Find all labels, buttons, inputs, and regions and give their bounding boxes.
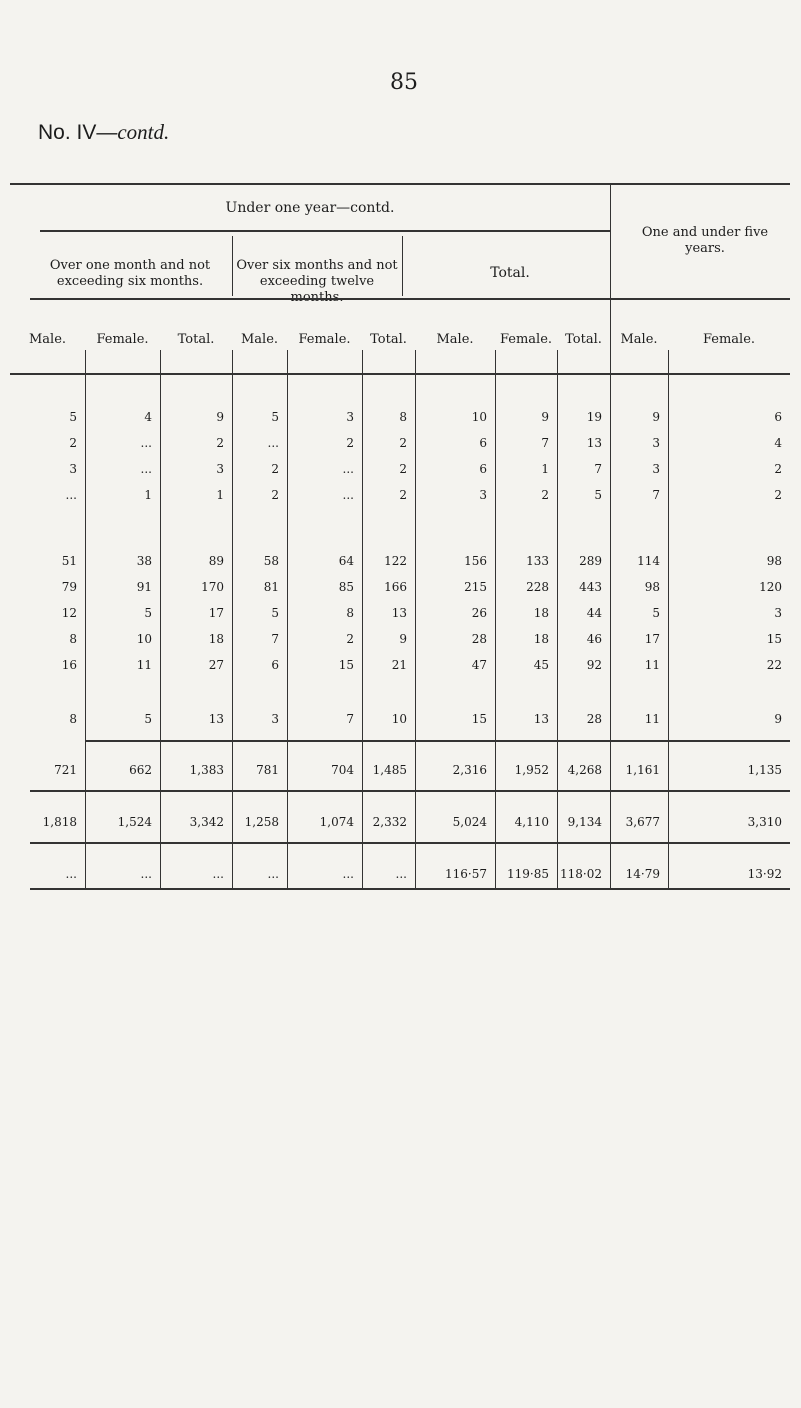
column-header: Female.: [298, 332, 351, 347]
table-cell: 5: [144, 712, 152, 726]
table-cell: 3: [69, 462, 77, 476]
table-cell: 8: [69, 712, 77, 726]
table-cell: 3: [652, 462, 660, 476]
table-cell: 9: [399, 632, 407, 646]
table-cell: 2: [399, 462, 407, 476]
table-cell: 2: [346, 436, 354, 450]
table-cell: 13·92: [747, 867, 782, 881]
table-cell: 1: [541, 462, 549, 476]
table-cell: 47: [471, 658, 487, 672]
subgroup-1-6-months: Over one month and not exceeding six months.: [49, 258, 211, 289]
table-cell: 45: [533, 658, 549, 672]
table-cell: 19: [586, 410, 602, 424]
table-cell: 2: [399, 488, 407, 502]
table-cell: 119·85: [507, 867, 549, 881]
table-cell: 26: [471, 606, 487, 620]
rule-columns: [10, 373, 790, 375]
table-cell: 3,310: [747, 815, 782, 829]
table-cell: 1,258: [244, 815, 279, 829]
table-cell: 18: [208, 632, 224, 646]
table-cell: 11: [136, 658, 152, 672]
rule-v-sub2: [402, 236, 403, 296]
table-cell: 28: [586, 712, 602, 726]
column-header: Female.: [499, 332, 553, 347]
table-cell: 7: [652, 488, 660, 502]
group-header-under-one-year: Under one year—contd.: [225, 200, 395, 216]
table-cell: 1: [216, 488, 224, 502]
table-cell: 15: [338, 658, 354, 672]
table-cell: 3,342: [189, 815, 224, 829]
table-cell: ...: [65, 867, 77, 881]
table-cell: 13: [391, 606, 407, 620]
table-cell: 5: [271, 410, 279, 424]
table-cell: 1,524: [117, 815, 152, 829]
rule-total-3: [30, 842, 790, 844]
table-cell: 289: [579, 554, 602, 568]
table-cell: 38: [136, 554, 152, 568]
page-number: 85: [390, 70, 418, 95]
table-cell: 122: [384, 554, 407, 568]
subgroup-total: Total.: [490, 265, 530, 281]
table-cell: 13: [533, 712, 549, 726]
table-cell: 79: [61, 580, 77, 594]
table-cell: 14·79: [625, 867, 660, 881]
table-cell: 21: [391, 658, 407, 672]
table-cell: 98: [766, 554, 782, 568]
table-cell: 2: [271, 488, 279, 502]
table-cell: 7: [541, 436, 549, 450]
table-cell: 1,161: [625, 763, 660, 777]
table-cell: 5: [271, 606, 279, 620]
table-cell: 18: [533, 632, 549, 646]
rule-group: [40, 230, 610, 232]
table-cell: 15: [471, 712, 487, 726]
subgroup-6-12-months: Over six months and not exceeding twelve: [236, 258, 398, 289]
table-cell: 2: [774, 488, 782, 502]
table-cell: 2,316: [452, 763, 487, 777]
table-cell: 2: [541, 488, 549, 502]
table-cell: 4: [774, 436, 782, 450]
table-cell: 2: [216, 436, 224, 450]
table-cell: 16: [61, 658, 77, 672]
table-cell: 22: [766, 658, 782, 672]
table-cell: 5: [594, 488, 602, 502]
table-cell: 98: [644, 580, 660, 594]
rule-total-1: [85, 740, 790, 742]
column-header: Total.: [177, 332, 215, 347]
table-cell: 2: [346, 632, 354, 646]
column-header: Total.: [565, 332, 602, 347]
table-cell: 5: [144, 606, 152, 620]
table-cell: 10: [136, 632, 152, 646]
table-cell: 2: [774, 462, 782, 476]
table-cell: 3: [479, 488, 487, 502]
column-header: Male.: [240, 332, 279, 347]
table-cell: 1,074: [319, 815, 354, 829]
table-cell: 9,134: [567, 815, 602, 829]
table-cell: 1: [144, 488, 152, 502]
table-cell: 8: [69, 632, 77, 646]
table-cell: 5,024: [452, 815, 487, 829]
table-cell: 156: [464, 554, 487, 568]
table-cell: 92: [586, 658, 602, 672]
rule-subgroup: [30, 298, 790, 300]
table-cell: 1,818: [42, 815, 77, 829]
table-cell: 1,485: [372, 763, 407, 777]
table-cell: 85: [338, 580, 354, 594]
rule-total-2: [30, 790, 790, 792]
table-cell: 12: [61, 606, 77, 620]
table-cell: 2,332: [372, 815, 407, 829]
table-cell: 133: [526, 554, 549, 568]
table-cell: 2: [69, 436, 77, 450]
table-cell: 3: [346, 410, 354, 424]
table-cell: 166: [384, 580, 407, 594]
table-cell: 443: [579, 580, 602, 594]
table-cell: 4,110: [514, 815, 549, 829]
table-cell: ...: [342, 867, 354, 881]
table-cell: 1,952: [514, 763, 549, 777]
table-cell: 9: [541, 410, 549, 424]
rule-top: [10, 183, 790, 185]
table-cell: 228: [526, 580, 549, 594]
rule-col-6: [415, 350, 416, 888]
table-cell: 9: [216, 410, 224, 424]
column-header: Total.: [370, 332, 407, 347]
table-cell: 10: [471, 410, 487, 424]
table-cell: 662: [129, 763, 152, 777]
table-cell: ...: [395, 867, 407, 881]
table-cell: 4: [144, 410, 152, 424]
table-cell: ...: [65, 488, 77, 502]
table-cell: 118·02: [560, 867, 602, 881]
table-cell: 781: [256, 763, 279, 777]
table-cell: 3,677: [625, 815, 660, 829]
table-cell: 11: [644, 658, 660, 672]
table-cell: 1,135: [747, 763, 782, 777]
table-cell: 3: [216, 462, 224, 476]
table-cell: 15: [766, 632, 782, 646]
table-cell: 3: [271, 712, 279, 726]
rule-col-1: [85, 350, 86, 888]
table-cell: 13: [208, 712, 224, 726]
table-cell: 17: [644, 632, 660, 646]
table-cell: 28: [471, 632, 487, 646]
table-cell: 9: [652, 410, 660, 424]
column-header: Female.: [96, 332, 149, 347]
table-cell: ...: [140, 867, 152, 881]
table-cell: ...: [267, 867, 279, 881]
table-cell: 44: [586, 606, 602, 620]
rule-col-10: [668, 350, 669, 888]
table-cell: 114: [637, 554, 660, 568]
column-header: Female.: [702, 332, 756, 347]
table-cell: 7: [271, 632, 279, 646]
table-cell: 721: [54, 763, 77, 777]
table-cell: 704: [331, 763, 354, 777]
column-header: Male.: [28, 332, 67, 347]
rule-col-2: [160, 350, 161, 888]
table-cell: 215: [464, 580, 487, 594]
table-cell: 46: [586, 632, 602, 646]
table-cell: 7: [346, 712, 354, 726]
table-cell: 5: [69, 410, 77, 424]
table-cell: ...: [342, 462, 354, 476]
table-cell: 18: [533, 606, 549, 620]
rule-col-4: [287, 350, 288, 888]
page-heading: No. IV—contd.: [38, 120, 170, 144]
table-cell: 89: [208, 554, 224, 568]
table-cell: 6: [479, 436, 487, 450]
table-cell: 116·57: [445, 867, 487, 881]
table-cell: 120: [759, 580, 782, 594]
table-cell: 4,268: [567, 763, 602, 777]
table-cell: 9: [774, 712, 782, 726]
table-cell: 10: [391, 712, 407, 726]
table-cell: 11: [644, 712, 660, 726]
table-cell: 8: [399, 410, 407, 424]
table-cell: ...: [342, 488, 354, 502]
table-cell: 1,383: [189, 763, 224, 777]
table-cell: 2: [399, 436, 407, 450]
table-cell: ...: [140, 462, 152, 476]
table-cell: 91: [136, 580, 152, 594]
table-cell: 27: [208, 658, 224, 672]
table-cell: 81: [263, 580, 279, 594]
table-cell: 6: [271, 658, 279, 672]
table-cell: 7: [594, 462, 602, 476]
table-cell: 3: [774, 606, 782, 620]
table-cell: 3: [652, 436, 660, 450]
table-cell: 17: [208, 606, 224, 620]
table-cell: 58: [263, 554, 279, 568]
table-cell: 6: [774, 410, 782, 424]
table-cell: ...: [267, 436, 279, 450]
table-cell: 13: [586, 436, 602, 450]
table-cell: 8: [346, 606, 354, 620]
table-cell: 170: [201, 580, 224, 594]
table-cell: 5: [652, 606, 660, 620]
subgroup-1-5-years: One and under five years.: [641, 225, 769, 256]
table-cell: 6: [479, 462, 487, 476]
rule-bottom: [30, 888, 790, 890]
column-header: Male.: [620, 332, 658, 347]
column-header: Male.: [436, 332, 474, 347]
table-cell: ...: [140, 436, 152, 450]
rule-v-sub1: [232, 236, 233, 296]
table-cell: ...: [212, 867, 224, 881]
table-cell: 64: [338, 554, 354, 568]
table-cell: 2: [271, 462, 279, 476]
table-cell: 51: [61, 554, 77, 568]
